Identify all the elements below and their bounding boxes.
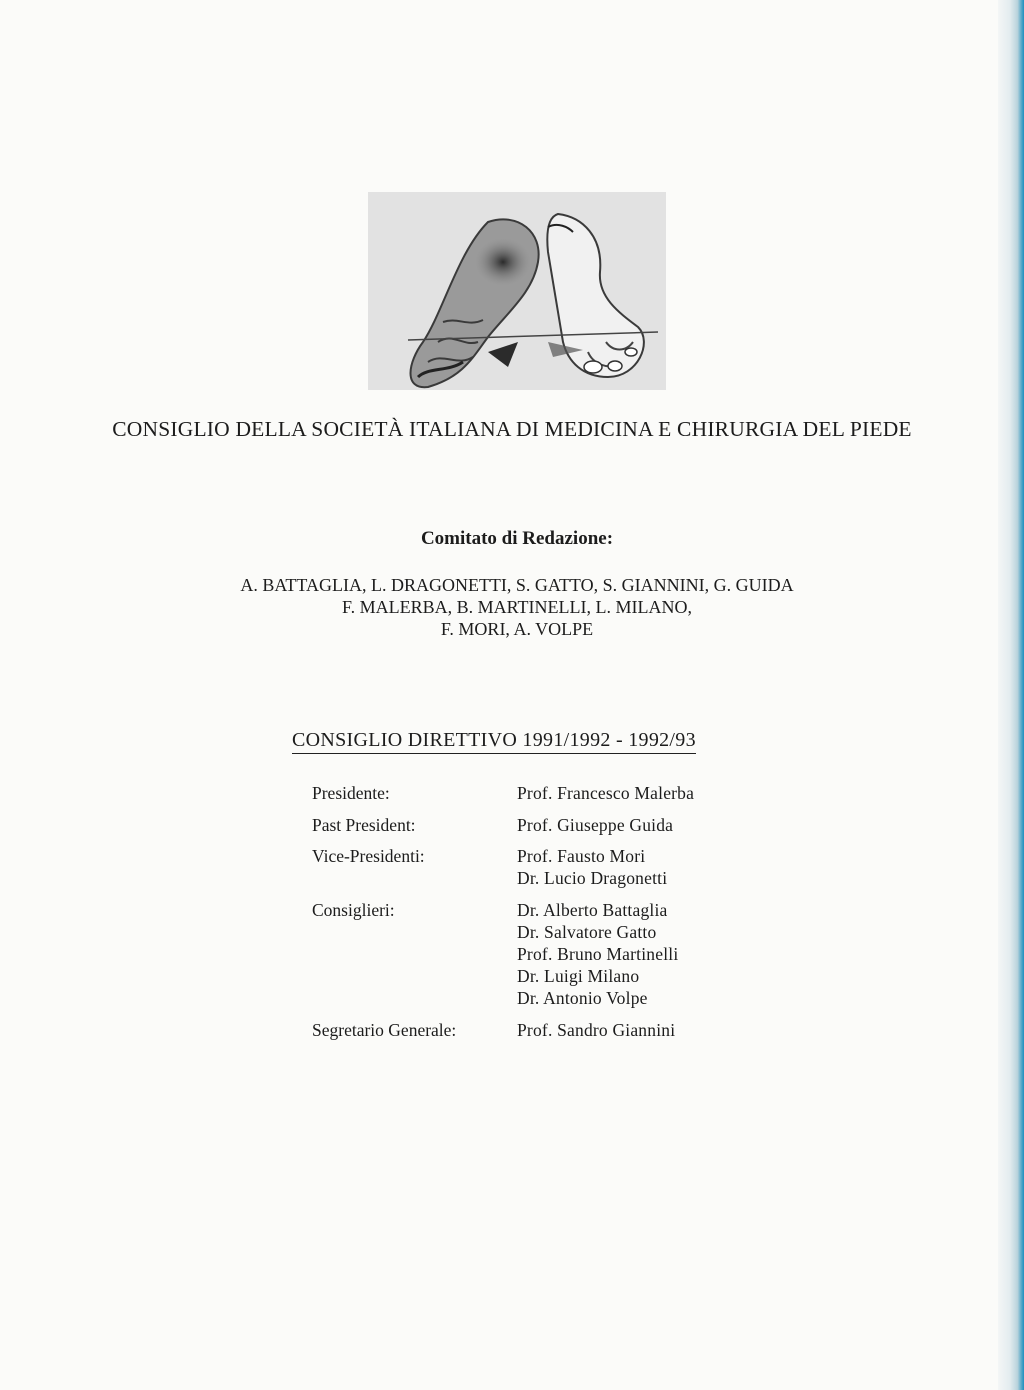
board-person: Dr. Salvatore Gatto <box>517 922 657 942</box>
board-title: CONSIGLIO DIRETTIVO 1991/1992 - 1992/93 <box>292 729 696 754</box>
board-person: Dr. Lucio Dragonetti <box>517 868 668 888</box>
board-person: Dr. Alberto Battaglia <box>517 900 668 920</box>
society-title: CONSIGLIO DELLA SOCIETÀ ITALIANA DI MEDICINA E CHIRURGIA DEL PIEDE <box>112 417 912 441</box>
board-row <box>312 782 772 814</box>
board-people <box>517 814 673 845</box>
board-person: Prof. Giuseppe Guida <box>517 815 674 835</box>
board-role: Consiglieri: <box>312 900 395 920</box>
board-people <box>517 1019 675 1049</box>
board-person: Prof. Fausto Mori <box>517 846 646 866</box>
board-role: Segretario Generale: <box>312 1020 457 1040</box>
board-person: Dr. Antonio Volpe <box>517 988 648 1008</box>
board-role: Past President: <box>312 815 416 835</box>
board-people <box>517 845 667 899</box>
board-people <box>517 899 678 1019</box>
editorial-committee-names <box>0 574 1024 640</box>
board-person: Prof. Bruno Martinelli <box>517 944 679 964</box>
board-row <box>312 1019 772 1049</box>
board-role: Presidente: <box>312 783 390 803</box>
feet-illustration-icon <box>368 192 666 390</box>
board-person: Prof. Francesco Malerba <box>517 783 695 803</box>
board-people <box>517 782 694 814</box>
board-person: Prof. Sandro Giannini <box>517 1020 676 1040</box>
board-row <box>312 845 772 899</box>
editorial-line: F. MORI, A. VOLPE <box>440 619 594 639</box>
scan-edge-shadow <box>998 0 1024 1390</box>
board-table <box>312 782 772 1049</box>
editorial-line: F. MALERBA, B. MARTINELLI, L. MILANO, <box>342 597 692 617</box>
board-row <box>312 814 772 845</box>
board-role: Vice-Presidenti: <box>312 846 425 866</box>
board-person: Dr. Luigi Milano <box>517 966 640 986</box>
feet-illustration <box>368 192 666 390</box>
board-row <box>312 899 772 1019</box>
editorial-committee-heading: Comitato di Redazione: <box>420 528 614 549</box>
editorial-line: A. BATTAGLIA, L. DRAGONETTI, S. GATTO, S. GIANNINI, G. GUIDA <box>240 575 794 595</box>
